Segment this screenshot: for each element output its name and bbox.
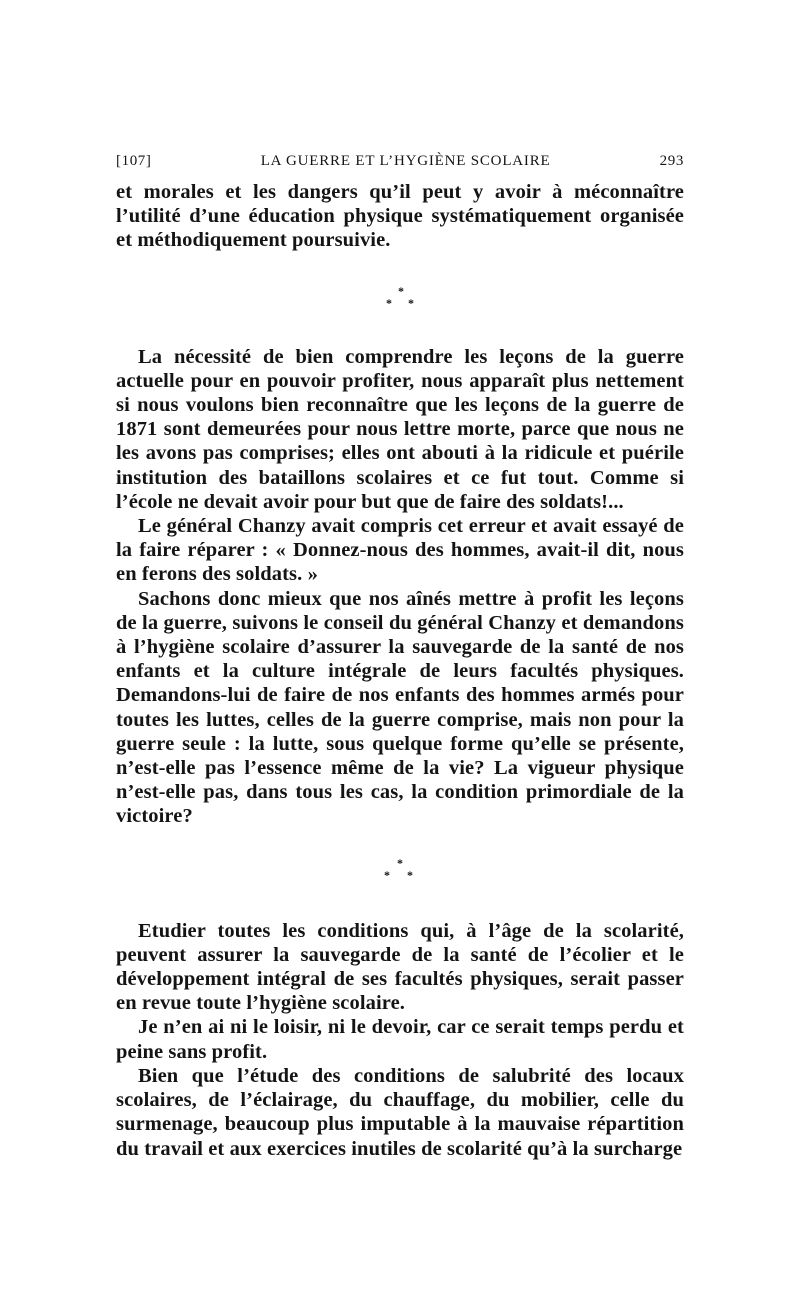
running-header bbox=[116, 150, 684, 180]
asterisk-mark: * bbox=[384, 867, 391, 882]
paragraph: et morales et les dangers qu’il peut y avoir à méconnaître l’utilité d’une éducation physique systématiquement organisée et méthodiquement poursuivie. bbox=[116, 181, 684, 252]
asterisk-mark: * bbox=[386, 295, 393, 310]
paragraph: La nécessité de bien comprendre les leçons de la guerre actuelle pour en pouvoir profiter, nous apparaît plus nettement si nous voulons bien reconnaître que les leçons de la guerre de 1871 sont demeurées pour nous lettre morte, parce que nous ne les avons pas comprises; elles ont abouti à la ridicule et puérile institution des bataillons scolaires et ce fut tout. Comme si l’école ne devait avoir pour but que de faire des soldats!... bbox=[116, 345, 684, 513]
paragraph: Le général Chanzy avait compris cet erreur et avait essayé de la faire réparer : « Donnez-nous des hommes, avait-il dit, nous en ferons des soldats. » bbox=[116, 515, 684, 586]
paragraph: Bien que l’étude des conditions de salubrité des locaux scolaires, de l’éclairage, du chauffage, du mobilier, celle du surmenage, beaucoup plus imputable à la mauvaise répartition du travail et aux exercices inutiles de scolarité qu’à la surcharge bbox=[116, 1064, 684, 1160]
paragraph: Je n’en ai ni le loisir, ni le devoir, car ce serait temps perdu et peine sans profit. bbox=[116, 1016, 684, 1063]
paragraph: Sachons donc mieux que nos aînés mettre à profit les leçons de la guerre, suivons le conseil du général Chanzy et demandons à l’hygiène scolaire d’assurer la sauvegarde de la santé de nos enfants et la culture intégrale de leurs facultés physiques. Demandons-lui de faire de nos enfants des hommes armés pour toutes les luttes, celles de la guerre comprise, mais non pour la guerre seule : la lutte, sous quelque forme qu’elle se présente, n’est-elle pas l’essence même de la vie? La vigueur physique n’est-elle pas, dans tous les cas, la condition primordiale de la victoire? bbox=[116, 587, 684, 828]
page-number: 293 bbox=[659, 153, 684, 169]
paragraph: Etudier toutes les conditions qui, à l’âge de la scolarité, peuvent assurer la sauvegarde de la santé de l’écolier et le développement intégral de ses facultés physiques, serait passer en revue toute l’hygiène scolaire. bbox=[116, 919, 684, 1015]
section-number: [107] bbox=[116, 153, 152, 169]
asterisk-mark: * bbox=[397, 855, 404, 870]
asterisk-mark: * bbox=[407, 867, 414, 882]
running-title: LA GUERRE ET L’HYGIÈNE SCOLAIRE bbox=[260, 153, 551, 169]
asterism-divider bbox=[116, 829, 684, 919]
book-page bbox=[116, 150, 684, 1161]
asterism-divider bbox=[116, 253, 684, 345]
body-text bbox=[116, 180, 684, 1161]
asterisk-mark: * bbox=[398, 283, 405, 298]
asterisk-mark: * bbox=[408, 295, 415, 310]
